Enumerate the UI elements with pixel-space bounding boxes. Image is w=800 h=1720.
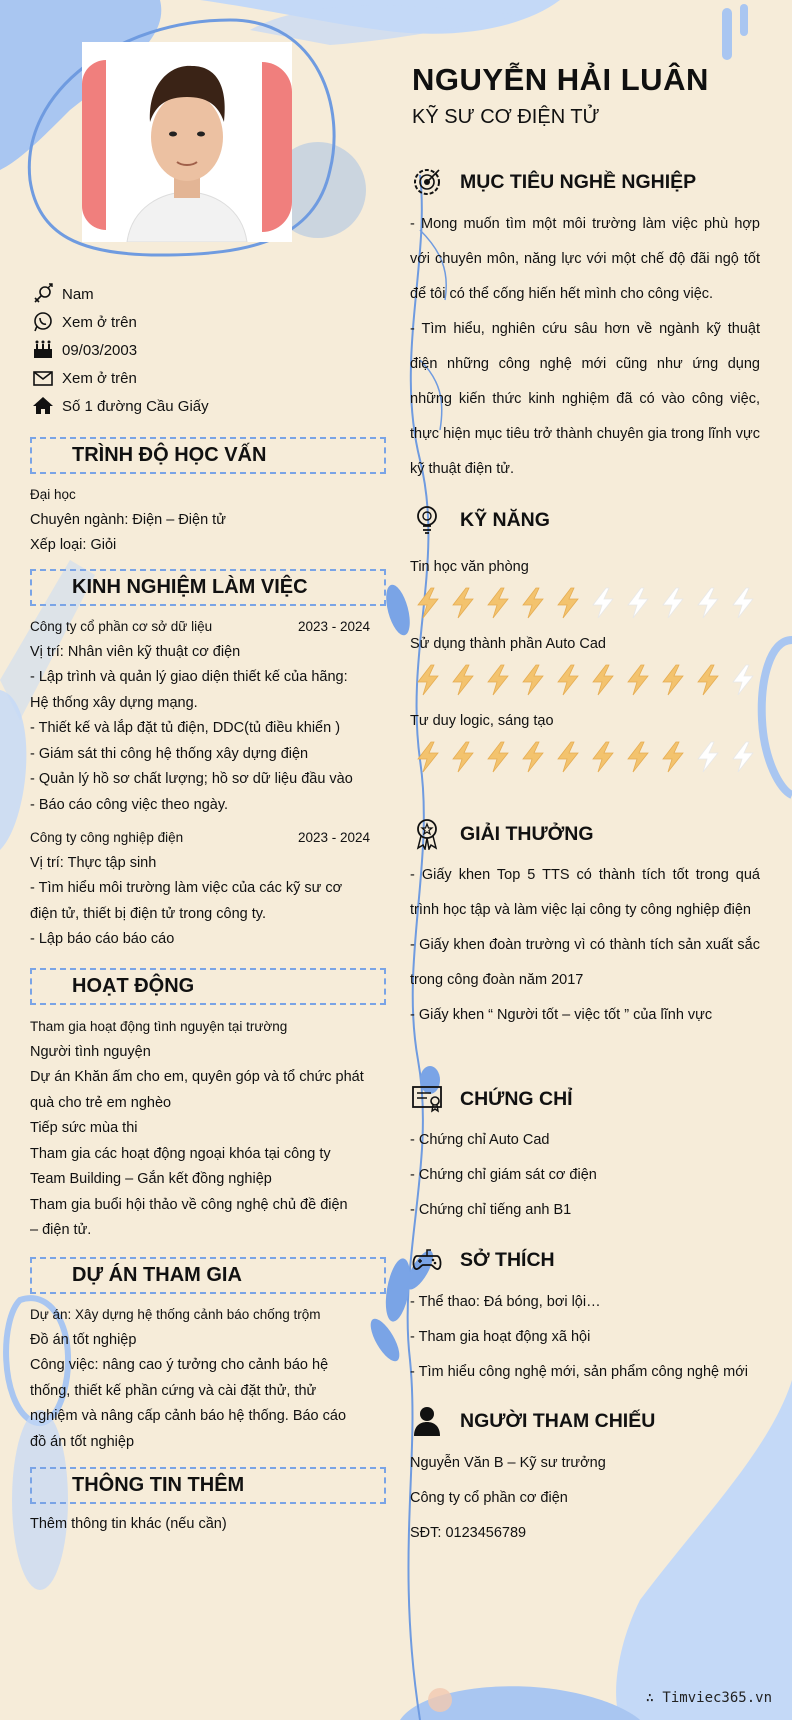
profile-photo bbox=[82, 42, 292, 242]
section-title-experience: KINH NGHIỆM LÀM VIỆC bbox=[30, 569, 386, 606]
section-header-references bbox=[410, 1403, 655, 1439]
hobby-item: - Thể thao: Đá bóng, bơi lội… bbox=[410, 1294, 601, 1310]
contact-gender: Nam bbox=[62, 285, 94, 303]
bolt-filled-icon bbox=[410, 739, 445, 775]
certificate-item: - Chứng chỉ giám sát cơ điện bbox=[410, 1167, 597, 1183]
contact-info bbox=[30, 280, 209, 420]
education-level: Đại học bbox=[30, 487, 76, 502]
experience-content bbox=[30, 614, 370, 953]
section-title-certificates: CHỨNG CHỈ bbox=[460, 1087, 573, 1110]
project-line: nghiệm và nâng cấp cảnh báo hệ thống. Báo cáo bbox=[30, 1408, 347, 1424]
section-title-references: NGƯỜI THAM CHIẾU bbox=[460, 1409, 656, 1432]
candidate-job-title: KỸ SƯ CƠ ĐIỆN TỬ bbox=[412, 106, 600, 128]
references-content bbox=[410, 1446, 760, 1551]
projects-content bbox=[30, 1302, 380, 1455]
bolt-filled-icon bbox=[515, 739, 550, 775]
section-title-skills: KỸ NĂNG bbox=[460, 508, 550, 531]
reference-item: Nguyễn Văn B – Kỹ sư trưởng bbox=[410, 1455, 606, 1471]
bolt-filled-icon bbox=[515, 585, 550, 621]
contact-row bbox=[30, 364, 209, 392]
skill-rating bbox=[410, 585, 760, 621]
contact-row bbox=[30, 392, 209, 420]
bolt-filled-icon bbox=[410, 662, 445, 698]
section-header-hobbies bbox=[410, 1242, 555, 1278]
whatsapp-icon bbox=[30, 311, 56, 333]
bolt-filled-icon bbox=[445, 662, 480, 698]
bolt-empty-icon bbox=[725, 739, 760, 775]
activity-line: Tham gia hoạt động tình nguyện tại trường bbox=[30, 1019, 288, 1034]
section-header-awards bbox=[410, 816, 594, 852]
person-icon bbox=[410, 1404, 444, 1438]
objective-paragraph: - Mong muốn tìm một môi trường làm việc phù hợp với chuyên môn, năng lực với một chế độ đãi ngộ tốt để tôi có thể cống hiến hết mình cho công việc. bbox=[410, 216, 760, 302]
lightbulb-icon bbox=[410, 503, 444, 537]
contact-phone: Xem ở trên bbox=[62, 313, 137, 331]
award-item: - Giấy khen “ Người tốt – việc tốt ” của lĩnh vực bbox=[410, 1007, 713, 1023]
award-item: - Giấy khen Top 5 TTS có thành tích tốt trong quá trình học tập và làm việc lại công ty công nghiệp điện bbox=[410, 867, 760, 918]
job-company: Công ty cổ phần cơ sở dữ liệu bbox=[30, 619, 213, 634]
job-line: - Lập trình và quản lý giao diện thiết kế của hãng: bbox=[30, 669, 348, 685]
bolt-filled-icon bbox=[690, 662, 725, 698]
section-title-awards: GIẢI THƯỞNG bbox=[460, 822, 594, 845]
bolt-filled-icon bbox=[410, 585, 445, 621]
section-title-education: TRÌNH ĐỘ HỌC VẤN bbox=[30, 437, 386, 474]
education-major: Chuyên ngành: Điện – Điện tử bbox=[30, 511, 226, 528]
bolt-filled-icon bbox=[655, 662, 690, 698]
bolt-filled-icon bbox=[445, 585, 480, 621]
bolt-filled-icon bbox=[515, 662, 550, 698]
job-line: - Lập báo cáo báo cáo bbox=[30, 931, 175, 947]
project-line: đồ án tốt nghiệp bbox=[30, 1433, 135, 1450]
section-header-objective bbox=[410, 164, 696, 200]
section-title-objective: MỤC TIÊU NGHỀ NGHIỆP bbox=[460, 170, 697, 193]
contact-birthday: 09/03/2003 bbox=[62, 341, 138, 359]
mail-icon bbox=[30, 367, 56, 389]
project-line: Đồ án tốt nghiệp bbox=[30, 1331, 137, 1348]
certificate-item: - Chứng chỉ Auto Cad bbox=[410, 1132, 550, 1148]
bolt-filled-icon bbox=[620, 662, 655, 698]
candidate-name: NGUYỄN HẢI LUÂN bbox=[412, 62, 709, 97]
awards-content bbox=[410, 858, 760, 1033]
activity-line: Tham gia buổi hội thảo về công nghệ chủ đề điện bbox=[30, 1196, 348, 1213]
reference-item: Công ty cổ phần cơ điện bbox=[410, 1490, 568, 1506]
bolt-empty-icon bbox=[725, 585, 760, 621]
activity-line: Dự án Khăn ấm cho em, quyên góp và tổ chức phát bbox=[30, 1069, 364, 1085]
extra-line: Thêm thông tin khác (nếu cần) bbox=[30, 1516, 227, 1532]
bolt-empty-icon bbox=[655, 585, 690, 621]
contact-row bbox=[30, 336, 209, 364]
certificates-content bbox=[410, 1123, 760, 1228]
skill-name: Tư duy logic, sáng tạo bbox=[410, 713, 554, 729]
job-period: 2023 - 2024 bbox=[297, 830, 370, 845]
job-company: Công ty công nghiệp điện bbox=[30, 830, 184, 845]
job-line: Vị trí: Nhân viên kỹ thuật cơ điện bbox=[30, 643, 241, 660]
education-grade: Xếp loại: Giỏi bbox=[30, 537, 117, 553]
job-period: 2023 - 2024 bbox=[297, 619, 370, 634]
job-line: - Báo cáo công việc theo ngày. bbox=[30, 796, 229, 813]
bolt-filled-icon bbox=[445, 739, 480, 775]
job-line: điện tử, thiết bị điện tử trong công ty. bbox=[30, 905, 266, 922]
section-title-extra: THÔNG TIN THÊM bbox=[30, 1467, 386, 1504]
certificate-icon bbox=[410, 1082, 444, 1116]
certificate-item: - Chứng chỉ tiếng anh B1 bbox=[410, 1202, 572, 1218]
contact-row bbox=[30, 308, 209, 336]
job-line: - Tìm hiểu môi trường làm việc của các kỹ sư cơ bbox=[30, 880, 343, 896]
section-header-certificates bbox=[410, 1081, 573, 1117]
activity-line: Tham gia các hoạt động ngoại khóa tại công ty bbox=[30, 1145, 331, 1162]
gamepad-icon bbox=[410, 1243, 444, 1277]
bolt-empty-icon bbox=[620, 585, 655, 621]
section-title-hobbies: SỞ THÍCH bbox=[460, 1248, 555, 1271]
reference-item: SĐT: 0123456789 bbox=[410, 1525, 527, 1541]
award-item: - Giấy khen đoàn trường vì có thành tích sản xuất sắc trong công đoàn năm 2017 bbox=[410, 937, 760, 988]
activity-line: Tiếp sức mùa thi bbox=[30, 1120, 138, 1136]
hobbies-content bbox=[410, 1285, 760, 1390]
contact-address: Số 1 đường Cầu Giấy bbox=[62, 397, 209, 415]
job-header bbox=[30, 614, 370, 640]
section-title-activities: HOẠT ĐỘNG bbox=[30, 968, 386, 1005]
hobby-item: - Tìm hiểu công nghệ mới, sản phẩm công nghệ mới bbox=[410, 1364, 748, 1380]
activity-line: – điện tử. bbox=[30, 1222, 92, 1238]
section-title-projects: DỰ ÁN THAM GIA bbox=[30, 1257, 386, 1294]
bolt-filled-icon bbox=[480, 739, 515, 775]
award-ribbon-icon bbox=[410, 817, 444, 851]
bolt-empty-icon bbox=[725, 662, 760, 698]
bolt-filled-icon bbox=[550, 585, 585, 621]
job-line: Vị trí: Thực tập sinh bbox=[30, 854, 157, 871]
hobby-item: - Tham gia hoạt động xã hội bbox=[410, 1329, 591, 1345]
activity-line: Team Building – Gắn kết đồng nghiệp bbox=[30, 1171, 272, 1187]
bolt-filled-icon bbox=[585, 739, 620, 775]
skill-rating bbox=[410, 662, 760, 698]
bolt-filled-icon bbox=[480, 585, 515, 621]
job-line: - Quản lý hồ sơ chất lượng; hồ sơ dữ liệu đầu vào bbox=[30, 771, 353, 787]
birthday-cake-icon bbox=[30, 339, 56, 361]
bolt-filled-icon bbox=[620, 739, 655, 775]
skill-rating bbox=[410, 739, 760, 775]
activities-content bbox=[30, 1014, 380, 1244]
bolt-filled-icon bbox=[585, 662, 620, 698]
extra-content bbox=[30, 1512, 380, 1538]
activity-line: Người tình nguyện bbox=[30, 1043, 151, 1060]
job-line: - Thiết kế và lắp đặt tủ điện, DDC(tủ điều khiển ) bbox=[30, 720, 341, 736]
job-line: - Giám sát thi công hệ thống xây dựng điện bbox=[30, 745, 309, 762]
bolt-filled-icon bbox=[480, 662, 515, 698]
objective-content bbox=[410, 207, 760, 487]
bolt-filled-icon bbox=[550, 662, 585, 698]
bolt-filled-icon bbox=[655, 739, 690, 775]
bolt-empty-icon bbox=[690, 585, 725, 621]
section-header-skills bbox=[410, 502, 550, 538]
skill-name: Sử dụng thành phần Auto Cad bbox=[410, 636, 606, 652]
bolt-filled-icon bbox=[550, 739, 585, 775]
education-content bbox=[30, 482, 380, 559]
bolt-empty-icon bbox=[690, 739, 725, 775]
target-gear-icon bbox=[410, 165, 444, 199]
avatar-icon bbox=[82, 42, 292, 242]
project-line: Công việc: nâng cao ý tưởng cho cảnh báo hệ bbox=[30, 1357, 329, 1373]
home-icon bbox=[30, 395, 56, 417]
objective-paragraph: - Tìm hiểu, nghiên cứu sâu hơn về ngành kỹ thuật điện những công nghệ mới cũng như ứng dụng những kiến thức kinh nghiệm đã có vào công việc, thực hiện mục tiêu trở thành chuyên gia trong lĩnh vực kỹ thuật điện tử. bbox=[410, 321, 760, 477]
contact-row bbox=[30, 280, 209, 308]
contact-email: Xem ở trên bbox=[62, 369, 137, 387]
skill-name: Tin học văn phòng bbox=[410, 559, 529, 575]
activity-line: quà cho trẻ em nghèo bbox=[30, 1094, 172, 1111]
project-line: Dự án: Xây dựng hệ thống cảnh báo chống trộm bbox=[30, 1307, 321, 1322]
gender-icon bbox=[30, 283, 56, 305]
footer-brand: ∴ Timviec365.vn bbox=[645, 1690, 772, 1706]
job-line: Hệ thống xây dựng mạng. bbox=[30, 694, 198, 711]
bolt-empty-icon bbox=[585, 585, 620, 621]
job-header bbox=[30, 825, 370, 851]
project-line: thống, thiết kế phần cứng và cài đặt thử, thử bbox=[30, 1382, 317, 1399]
